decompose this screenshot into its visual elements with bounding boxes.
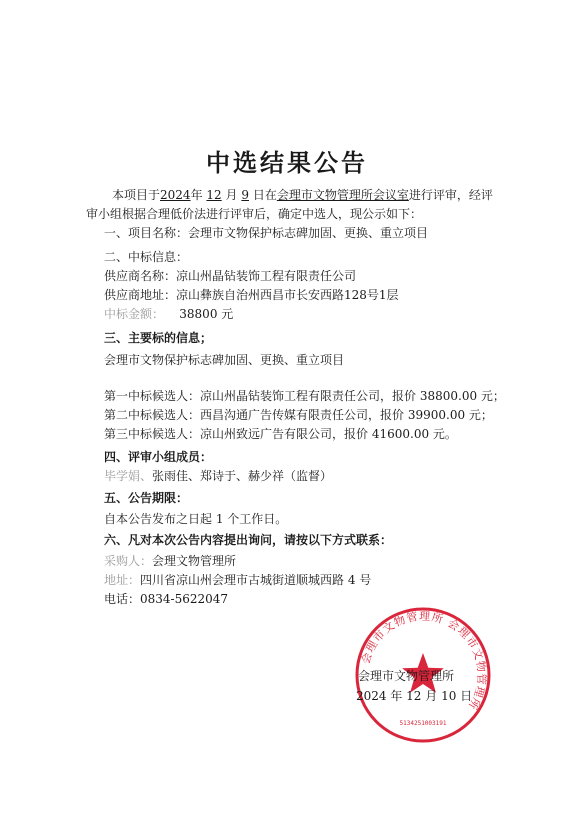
candidate-detail: 凉山州致远广告有限公司，报价 41600.00 元。: [200, 427, 457, 441]
page-title: 中选结果公告: [206, 149, 368, 177]
subject-value: 会理市文物保护标志碑加固、更换、重立项目: [104, 353, 345, 367]
winner-name: 凉山州晶钻装饰工程有限责任公司: [176, 269, 357, 283]
stamp-ring-text: 会理市文物管理所 会理市文物管理所: [359, 609, 489, 713]
intro-text-c: 月: [225, 188, 238, 202]
winner-amount-label: 中标金额：: [104, 307, 165, 321]
winner-amount: 38800 元: [179, 307, 234, 321]
committee-heading: 四、评审小组成员：: [104, 450, 213, 464]
contact-buyer: 会理文物管理所: [152, 554, 237, 568]
intro-year: 2024: [160, 188, 191, 202]
candidate-2: [104, 407, 493, 423]
winner-address-line: [104, 287, 399, 303]
intro-month: 12: [206, 188, 222, 202]
intro-text-a: 本项目于: [112, 188, 161, 202]
period-heading: 五、公告期限：: [104, 491, 189, 505]
intro-day: 9: [241, 188, 249, 202]
candidate-3: [104, 426, 457, 442]
candidate-rank: 第二中标候选人：: [104, 408, 201, 422]
contact-address-line: [104, 572, 371, 588]
project-value: 会理市文物保护标志碑加固、更换、重立项目: [188, 226, 429, 240]
contact-heading: 六、凡对本次公告内容提出询问，请按以下方式联系：: [104, 533, 393, 547]
project-label: 一、项目名称：: [104, 226, 189, 240]
contact-address-label: 地址：: [104, 573, 141, 587]
subject-heading: 三、主要标的信息；: [104, 331, 213, 345]
candidate-1: [104, 388, 505, 404]
intro-line-1: [112, 187, 493, 203]
period-value: 自本公告发布之日起 1 个工作日。: [104, 512, 288, 526]
contact-phone-line: [104, 591, 228, 607]
project-line: [104, 225, 428, 241]
signature-org: 会理市文物管理所: [358, 669, 455, 683]
candidate-detail: 西昌沟通广告传媒有限责任公司，报价 39900.00 元；: [200, 408, 493, 422]
intro-text-b: 年: [190, 188, 203, 202]
winner-name-line: [104, 268, 356, 284]
signature-date: 2024 年 12 月 10 日: [356, 689, 473, 703]
intro-venue: 会理市文物管理所会议室: [276, 188, 409, 202]
intro-text-e: 进行评审，经评: [408, 188, 493, 202]
winner-heading: 二、中标信息：: [104, 250, 189, 264]
contact-phone-label: 电话：: [104, 592, 141, 606]
winner-amount-line: [104, 306, 233, 322]
contact-buyer-line: [104, 553, 236, 569]
candidate-detail: 凉山州晶钻装饰工程有限责任公司，报价 38800.00 元；: [200, 389, 505, 403]
winner-address: 凉山彝族自治州西昌市长安西路128号1层: [176, 288, 399, 302]
committee-members: [104, 468, 332, 484]
intro-line-2: 审小组根据合理低价法进行评审后，确定中选人，现公示如下：: [86, 207, 423, 221]
contact-address: 四川省凉山州会理市古城街道顺城西路 4 号: [140, 573, 372, 587]
committee-member-faint: 毕学娟、: [104, 469, 153, 483]
contact-buyer-label: 采购人：: [104, 554, 153, 568]
contact-phone: 0834-5622047: [140, 592, 229, 606]
candidate-rank: 第三中标候选人：: [104, 427, 201, 441]
candidate-rank: 第一中标候选人：: [104, 389, 201, 403]
winner-address-label: 供应商地址：: [104, 288, 177, 302]
winner-name-label: 供应商名称：: [104, 269, 177, 283]
intro-text-d: 日在: [252, 188, 277, 202]
stamp-code: 5134251003191: [399, 720, 447, 727]
committee-member-list: 张雨佳、郑诗于、赫少祥（监督）: [152, 469, 333, 483]
